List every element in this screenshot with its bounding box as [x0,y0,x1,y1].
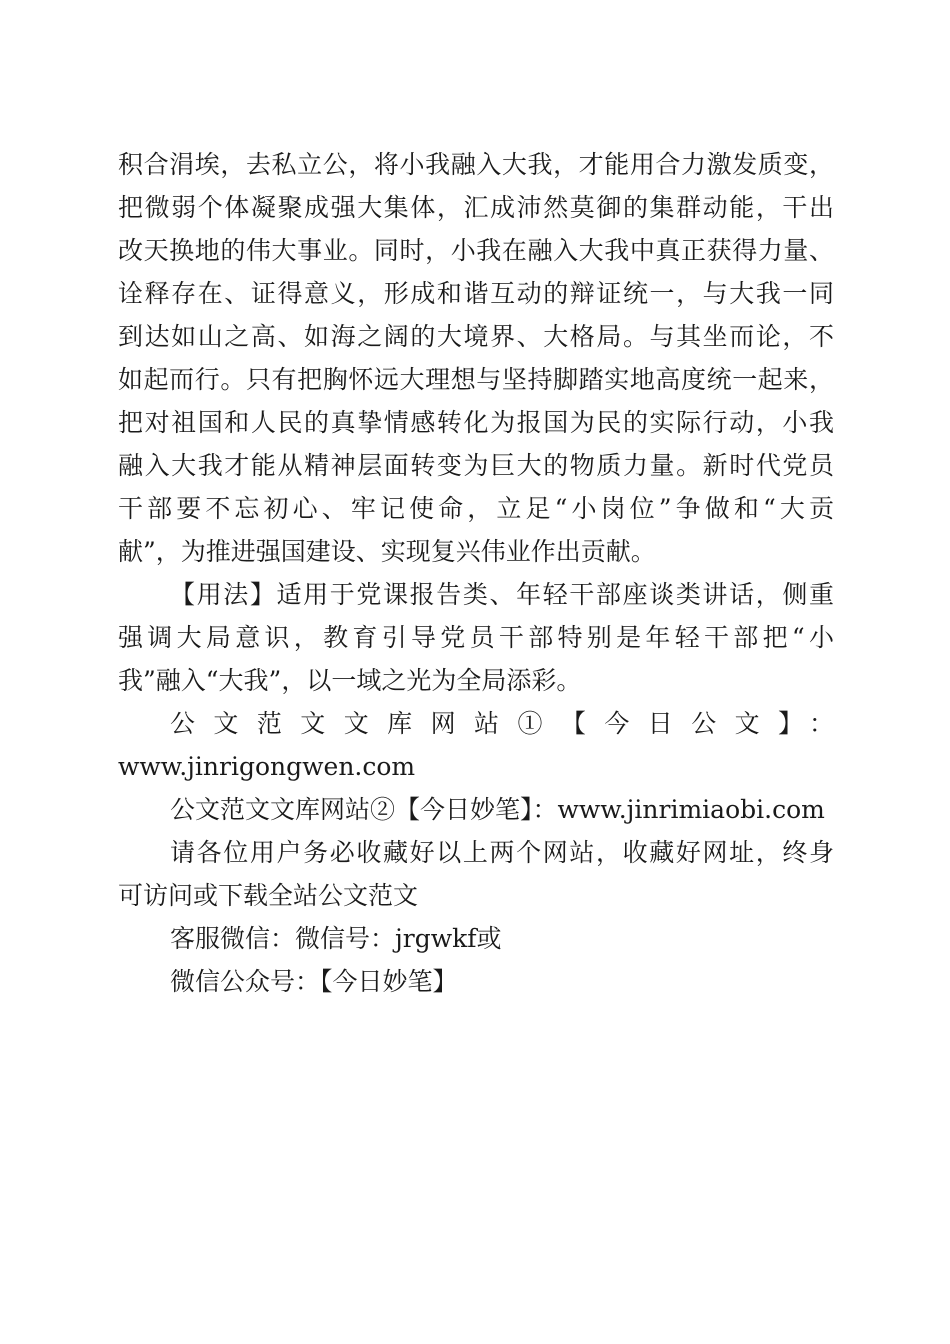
text-line: 干部要不忘初心、牢记使命，立足“小岗位”争做和“大贡 [118,494,834,523]
text-line: 请各位用户务必收藏好以上两个网站，收藏好网址，终身 [170,838,834,867]
text-line: 把微弱个体凝聚成强大集体，汇成沛然莫御的集群动能，干出 [118,193,834,222]
wechat-id-line: 客服微信：微信号：jrgwkf或 [170,924,502,953]
site-1-label: 公文范文文库网站①【今日公文】： [170,709,834,738]
text-line: 积合涓埃，去私立公，将小我融入大我，才能用合力激发质变， [118,150,834,179]
text-line: 改天换地的伟大事业。同时，小我在融入大我中真正获得力量、 [118,236,834,265]
paragraph-site-2 [118,788,834,831]
paragraph-wechat [118,917,834,960]
text-line: 献”，为推进强国建设、实现复兴伟业作出贡献。 [118,537,656,566]
document-body [118,143,834,1003]
text-line: 我”融入“大我”，以一域之光为全局添彩。 [118,666,582,695]
text-line: 到达如山之高、如海之阔的大境界、大格局。与其坐而论，不 [118,322,834,351]
site-2-line[interactable]: 公文范文文库网站②【今日妙笔】：www.jinrimiaobi.com [170,795,825,824]
paragraph-main [118,143,834,573]
text-line: 可访问或下载全站公文范文 [118,881,419,910]
text-line: 如起而行。只有把胸怀远大理想与坚持脚踏实地高度统一起来， [118,365,834,394]
paragraph-site-1 [118,702,834,788]
official-account-line: 微信公众号：【今日妙笔】 [170,967,458,996]
text-line: 【用法】适用于党课报告类、年轻干部座谈类讲话，侧重 [170,580,834,609]
text-line: 强调大局意识，教育引导党员干部特别是年轻干部把“小 [118,623,834,652]
text-line: 把对祖国和人民的真挚情感转化为报国为民的实际行动，小我 [118,408,834,437]
text-line: 融入大我才能从精神层面转变为巨大的物质力量。新时代党员 [118,451,834,480]
paragraph-usage [118,573,834,702]
paragraph-notice [118,831,834,917]
text-line: 诠释存在、证得意义，形成和谐互动的辩证统一，与大我一同 [118,279,834,308]
paragraph-official-account [118,960,834,1003]
site-1-url[interactable]: www.jinrigongwen.com [118,752,416,781]
